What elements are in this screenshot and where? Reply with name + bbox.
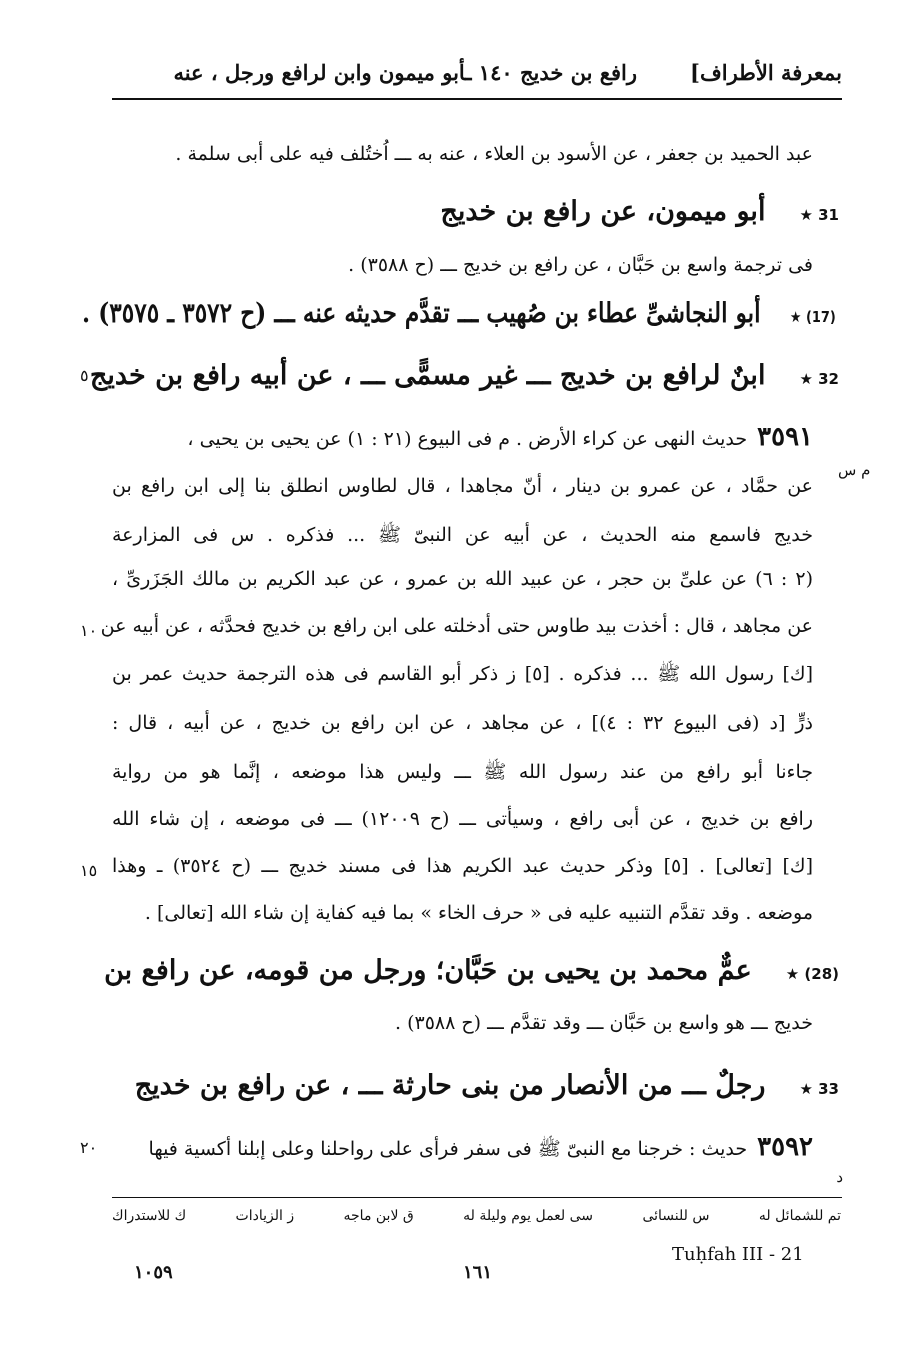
text-line bbox=[112, 808, 813, 830]
text-line bbox=[395, 1012, 813, 1034]
running-header bbox=[112, 52, 842, 96]
line-text: حديث : خرجنا مع النبىّ ﷺ فى سفر فرأى على رواحلنا وعلى إبلنا أكسية فيها bbox=[148, 1138, 748, 1160]
line-text: جاءنا أبو رافع من عند رسول الله ﷺ ـــ وليس هذا موضعه ، إنَّما هو من رواية bbox=[112, 761, 813, 783]
header-middle: رافع بن خديج ١٤٠ ـأبو ميمون وابن لرافع ورجل ، عنه bbox=[173, 60, 637, 85]
legend-item: س للنسائى bbox=[642, 1208, 710, 1224]
legend-item: ق لابن ماجه bbox=[343, 1208, 414, 1224]
text-line bbox=[836, 1168, 843, 1186]
legend-item: تم للشمائل له bbox=[758, 1208, 841, 1224]
margin-siglum: م س bbox=[838, 461, 871, 479]
legend-item: سى لعمل يوم وليلة له bbox=[463, 1208, 594, 1224]
text-line bbox=[112, 855, 813, 877]
text-line bbox=[112, 475, 813, 497]
line-text: موضعه . وقد تقدَّم التنبيه عليه فى « حرف الخاء » بما فيه كفاية إن شاء الله [تعالى] . bbox=[144, 902, 813, 924]
line-text: ابنٌ لرافع بن خديج ـــ غير مسمًّى ـــ ، عن أبيه رافع بن خديج bbox=[89, 360, 766, 391]
entry-marker: 33 ★ bbox=[799, 1080, 839, 1098]
line-text: رجلٌ ـــ من الأنصار من بنى حارثة ـــ ، عن رافع بن خديج bbox=[134, 1070, 766, 1101]
line-text: أبو النجاشىِّ عطاء بن صُهيب ـــ تقدَّم حديثه عنه ـــ (ح ٣٥٧٢ ـ ٣٥٧٥) . bbox=[81, 298, 761, 329]
line-text: فى ترجمة واسع بن حَبَّان ، عن رافع بن خديج ـــ (ح ٣٥٨٨) . bbox=[348, 254, 813, 276]
page-number-left: ١٠٥٩ bbox=[134, 1262, 173, 1283]
line-number: ٥ bbox=[80, 366, 89, 385]
line-text: عمٌّ محمد بن يحيى بن حَبَّان؛ ورجل من قومه، عن رافع بن bbox=[104, 955, 752, 986]
line-text: عن مجاهد ، قال : أخذت بيد طاوس حتى أدخلته على ابن رافع بن خديج فحدَّثه ، عن أبيه عن bbox=[100, 615, 813, 637]
line-text: عبد الحميد بن جعفر ، عن الأسود بن العلاء ، عنه به ـــ اُختُلف فيه على أبى سلمة . bbox=[175, 143, 813, 165]
line-number: ١٥ bbox=[80, 861, 98, 880]
text-line bbox=[175, 143, 813, 165]
text-line bbox=[112, 523, 813, 551]
text-line bbox=[112, 712, 813, 734]
line-text: عن حمَّاد ، عن عمرو بن دينار ، أنّ مجاهدا ، قال لطاوس انطلق بنا إلى ابن رافع بن bbox=[112, 475, 813, 497]
hadith-number: ٣٥٩١ bbox=[757, 422, 813, 452]
header-rule bbox=[112, 98, 842, 100]
text-line bbox=[440, 196, 839, 227]
line-text: [ك] [تعالى] . [٥] وذكر حديث عبد الكريم هذا فى مسند خديج ـــ (ح ٣٥٢٤) ـ وهذا bbox=[112, 855, 813, 877]
line-text: (٢ : ٦) عن علىِّ بن حجر ، عن عبيد الله بن عمرو ، عن عبد الكريم بن مالك الجَزَرىِّ ، bbox=[112, 568, 813, 590]
page-number-center: ١٦١ bbox=[463, 1262, 493, 1283]
legend-item: ز الزيادات bbox=[235, 1208, 295, 1224]
text-line bbox=[112, 568, 813, 590]
entry-marker: 31 ★ bbox=[799, 206, 839, 224]
text-line bbox=[104, 955, 839, 986]
line-text: خديج ـــ هو واسع بن حَبَّان ـــ وقد تقدَّم ـــ (ح ٣٥٨٨) . bbox=[395, 1012, 813, 1034]
text-line bbox=[145, 902, 813, 924]
footnote-rule bbox=[112, 1197, 842, 1198]
line-text: رافع بن خديج ، عن أبى رافع ، وسيأتى ـــ (ح ١٢٠٠٩) ـــ فى موضعه ، إن شاء الله bbox=[112, 808, 814, 830]
text-line bbox=[134, 1070, 839, 1101]
line-text: ذرٍّ [د (فى البيوع ٣٢ : ٤)] ، عن مجاهد ، عن ابن رافع بن خديج ، عن أبيه ، قال : bbox=[112, 712, 813, 734]
entry-marker: 32 ★ bbox=[799, 370, 839, 388]
line-text: [ك] رسول الله ﷺ ... فذكره . [٥] ز ذكر أبو القاسم فى هذه الترجمة حديث عمر بن bbox=[112, 663, 813, 685]
line-text: د bbox=[836, 1168, 843, 1186]
text-line bbox=[81, 298, 836, 329]
hadith-number: ٣٥٩٢ bbox=[757, 1132, 813, 1162]
volume-signature: Tuḥfah III - 21 bbox=[672, 1244, 804, 1265]
line-text: أبو ميمون، عن رافع بن خديج bbox=[440, 196, 766, 227]
line-text: خديج فاسمع منه الحديث ، عن أبيه عن النبىّ ﷺ ... فذكره . س فى المزارعة bbox=[112, 524, 813, 546]
line-number: ١٠ bbox=[80, 621, 98, 640]
text-line bbox=[149, 1132, 813, 1165]
text-line bbox=[112, 760, 813, 788]
text-line bbox=[112, 662, 813, 690]
text-line bbox=[187, 422, 813, 452]
text-line bbox=[348, 254, 813, 276]
text-line bbox=[100, 615, 813, 637]
line-number: ٢٠ bbox=[80, 1138, 98, 1157]
text-line bbox=[89, 360, 839, 391]
header-right: بمعرفة الأطراف] bbox=[690, 60, 842, 85]
legend-item: ك للاستدراك bbox=[112, 1208, 187, 1224]
sigla-legend bbox=[112, 1208, 841, 1224]
line-text: حديث النهى عن كراء الأرض . م فى البيوع (٢١ : ١) عن يحيى بن يحيى ، bbox=[187, 428, 748, 450]
entry-marker: (28) ★ bbox=[785, 965, 839, 983]
entry-marker: (17) ★ bbox=[789, 308, 836, 326]
